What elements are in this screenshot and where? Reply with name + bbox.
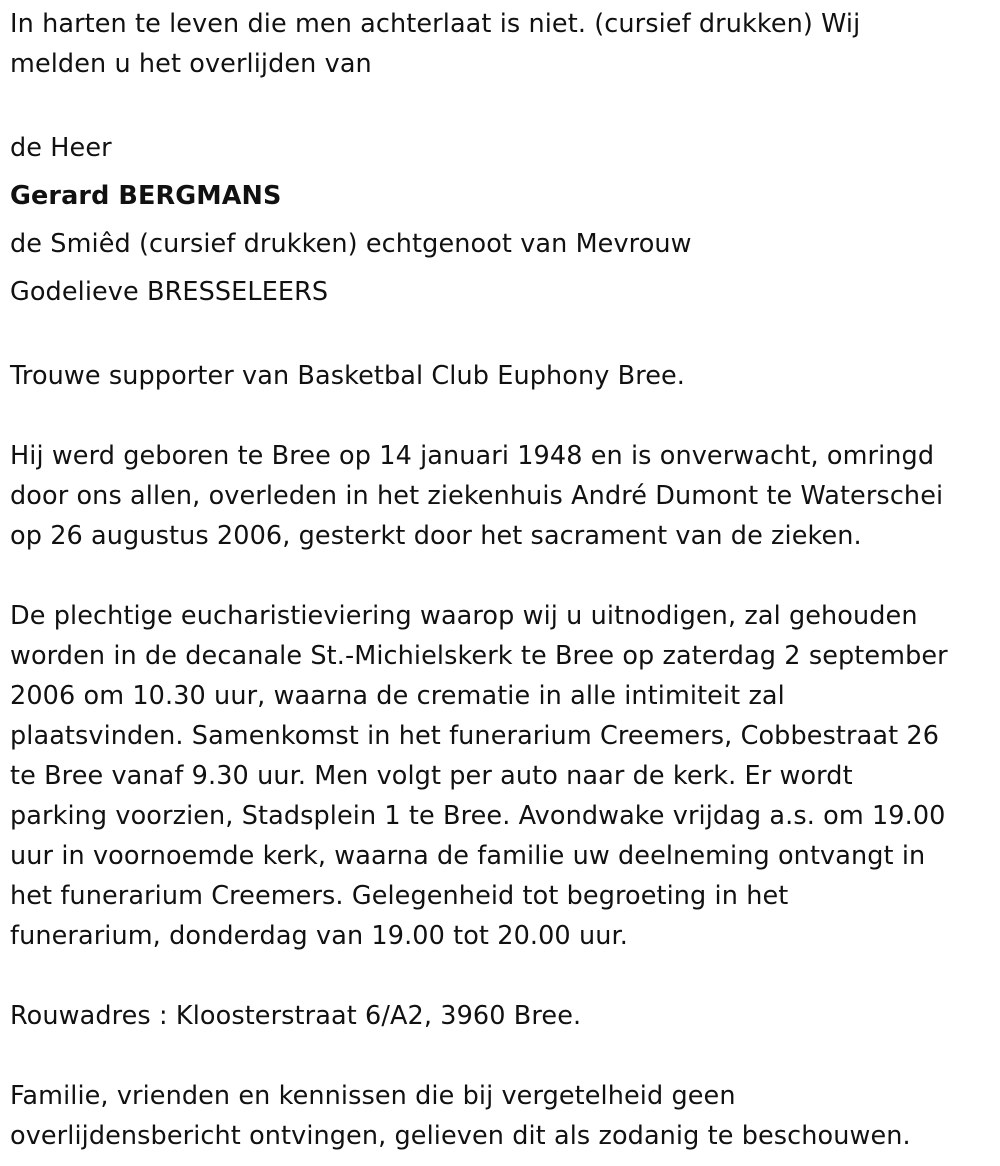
text-line: overlijdensbericht ontvingen, gelieven dit als zodanig te beschouwen. bbox=[10, 1121, 911, 1151]
text-line: het funerarium Creemers. Gelegenheid tot begroeting in het bbox=[10, 881, 789, 911]
birth-death-paragraph bbox=[10, 436, 990, 556]
death-notice bbox=[10, 4, 990, 1156]
text-line: worden in de decanale St.-Michielskerk te Bree op zaterdag 2 september bbox=[10, 641, 948, 671]
spacer bbox=[10, 396, 990, 436]
mourning-address: Rouwadres : Kloosterstraat 6/A2, 3960 Bree. bbox=[10, 1001, 582, 1031]
text-line: door ons allen, overleden in het ziekenhuis André Dumont te Waterschei bbox=[10, 481, 944, 511]
intro-line: melden u het overlijden van bbox=[10, 49, 372, 79]
intro-line: In harten te leven die men achterlaat is niet. (cursief drukken) Wij bbox=[10, 9, 861, 39]
text-line: Hij werd geboren te Bree op 14 januari 1948 en is onverwacht, omringd bbox=[10, 441, 935, 471]
spacer bbox=[10, 1036, 990, 1076]
ceremony-paragraph bbox=[10, 596, 990, 956]
spacer bbox=[10, 956, 990, 996]
text-line: Familie, vrienden en kennissen die bij vergetelheid geen bbox=[10, 1081, 736, 1111]
text-line: funerarium, donderdag van 19.00 tot 20.00 uur. bbox=[10, 921, 628, 951]
text-line: 2006 om 10.30 uur, waarna de crematie in alle intimiteit zal bbox=[10, 681, 785, 711]
honorific: de Heer bbox=[10, 133, 112, 163]
intro-paragraph bbox=[10, 4, 990, 84]
spouse-name: Godelieve BRESSELEERS bbox=[10, 277, 329, 307]
supporter-line: Trouwe supporter van Basketbal Club Euphony Bree. bbox=[10, 361, 686, 391]
text-line: parking voorzien, Stadsplein 1 te Bree. Avondwake vrijdag a.s. om 19.00 bbox=[10, 801, 946, 831]
text-line: op 26 augustus 2006, gesterkt door het sacrament van de zieken. bbox=[10, 521, 862, 551]
descriptor-line: de Smiêd (cursief drukken) echtgenoot van Mevrouw bbox=[10, 229, 692, 259]
spacer bbox=[10, 84, 990, 124]
text-line: uur in voornoemde kerk, waarna de familie uw deelneming ontvangt in bbox=[10, 841, 926, 871]
text-line: te Bree vanaf 9.30 uur. Men volgt per auto naar de kerk. Er wordt bbox=[10, 761, 853, 791]
spacer bbox=[10, 316, 990, 356]
text-line: plaatsvinden. Samenkomst in het funerarium Creemers, Cobbestraat 26 bbox=[10, 721, 940, 751]
spacer bbox=[10, 556, 990, 596]
deceased-name: Gerard BERGMANS bbox=[10, 181, 282, 211]
text-line: De plechtige eucharistieviering waarop wij u uitnodigen, zal gehouden bbox=[10, 601, 918, 631]
closing-paragraph bbox=[10, 1076, 990, 1156]
